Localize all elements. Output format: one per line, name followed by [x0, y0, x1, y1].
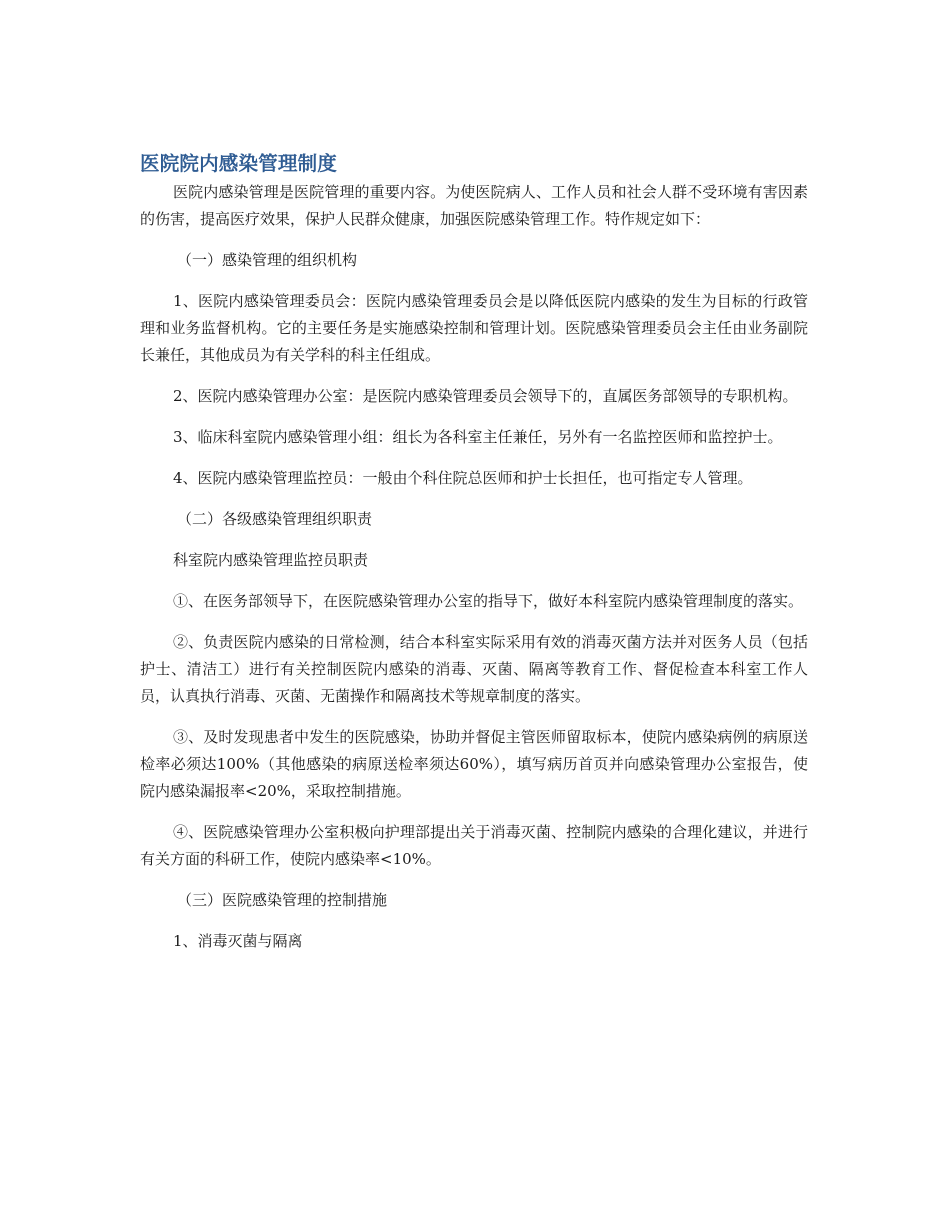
section-heading-2: （二）各级感染管理组织职责	[177, 510, 373, 528]
duty-item-2: ②、负责医院内感染的日常检测，结合本科室实际采用有效的消毒灭菌方法并对医务人员（包括护士、清洁工）进行有关控制医院内感染的消毒、灭菌、隔离等教育工作、督促检查本科室工作人员，认真执行消毒、灭菌、无菌操作和隔离技术等规章制度的落实。	[140, 633, 808, 705]
duty-item-3: ③、及时发现患者中发生的医院感染，协助并督促主管医师留取标本，使院内感染病例的病原送检率必须达100%（其他感染的病原送检率须达60%），填写病历首页并向感染管理办公室报告，使院内感染漏报率<20%，采取控制措施。	[140, 728, 808, 800]
paragraph-disinfection: 1、消毒灭菌与隔离	[173, 932, 303, 950]
paragraph-monitor: 4、医院内感染管理监控员：一般由个科住院总医师和护士长担任，也可指定专人管理。	[173, 469, 753, 487]
paragraph-group: 3、临床科室院内感染管理小组：组长为各科室主任兼任，另外有一名监控医师和监控护士。	[173, 428, 783, 446]
document-page	[140, 149, 808, 969]
subheading-duties: 科室院内感染管理监控员职责	[173, 551, 369, 569]
paragraph-committee: 1、医院内感染管理委员会：医院内感染管理委员会是以降低医院内感染的发生为目标的行政管理和业务监督机构。它的主要任务是实施感染控制和管理计划。医院感染管理委员会主任由业务副院长兼任，其他成员为有关学科的科主任组成。	[140, 292, 808, 364]
section-heading-3: （三）医院感染管理的控制措施	[177, 891, 388, 909]
paragraph-office: 2、医院内感染管理办公室：是医院内感染管理委员会领导下的，直属医务部领导的专职机构。	[173, 387, 798, 405]
intro-paragraph: 医院内感染管理是医院管理的重要内容。为使医院病人、工作人员和社会人群不受环境有害因素的伤害，提高医疗效果，保护人民群众健康，加强医院感染管理工作。特作规定如下：	[140, 183, 808, 228]
document-title: 医院院内感染管理制度	[140, 152, 338, 175]
duty-item-4: ④、医院感染管理办公室积极向护理部提出关于消毒灭菌、控制院内感染的合理化建议，并进行有关方面的科研工作，使院内感染率<10%。	[140, 823, 808, 868]
duty-item-1: ①、在医务部领导下，在医院感染管理办公室的指导下，做好本科室院内感染管理制度的落实。	[173, 592, 804, 610]
section-heading-1: （一）感染管理的组织机构	[177, 251, 358, 269]
